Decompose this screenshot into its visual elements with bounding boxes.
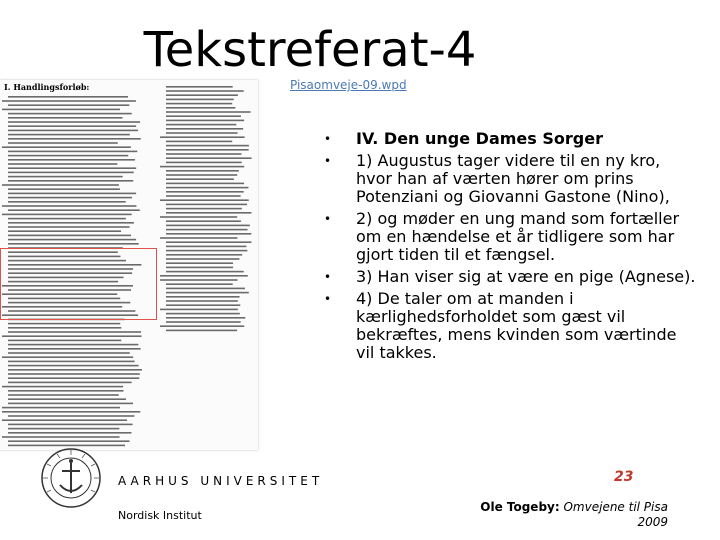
- bullet-item: [318, 290, 696, 362]
- bullet-text: 4) De taler om at manden i kærlighedsforholdet som gæst vil bekræftes, mens kvinden som værtinde vil takkes.: [356, 289, 677, 362]
- document-heading: I. Handlingsforløb:: [4, 82, 90, 92]
- bullet-text: IV. Den unge Dames Sorger: [356, 129, 603, 148]
- bullet-dot: •: [324, 154, 332, 168]
- bullet-item: [318, 130, 696, 148]
- bullet-text: 3) Han viser sig at være en pige (Agnese).: [356, 267, 696, 286]
- bullet-dot: •: [324, 132, 332, 146]
- bullet-dot: •: [324, 212, 332, 226]
- bullet-text: 2) og møder en ung mand som fortæller om en hændelse et år tidligere som har gjort tiden til et fængsel.: [356, 209, 680, 264]
- author-credit: [480, 500, 668, 530]
- document-link[interactable]: Pisaomveje-09.wpd: [290, 78, 407, 92]
- bullet-list: [318, 130, 696, 366]
- bullet-dot: •: [324, 270, 332, 284]
- bullet-item: [318, 268, 696, 286]
- bullet-item: [318, 210, 696, 264]
- work-title: Omvejene til Pisa: [563, 500, 668, 514]
- year: 2009: [637, 515, 668, 529]
- university-name: AARHUS UNIVERSITET: [118, 474, 324, 488]
- institute-name: Nordisk Institut: [118, 509, 202, 522]
- page-number: 23: [614, 469, 634, 485]
- slide-title: Tekstreferat-4: [143, 22, 477, 78]
- document-thumbnail: [0, 80, 258, 450]
- bullet-dot: •: [324, 292, 332, 306]
- university-seal-icon: [40, 447, 102, 509]
- highlight-box: [0, 248, 157, 320]
- author-name: Ole Togeby:: [480, 500, 560, 514]
- bullet-item: [318, 152, 696, 206]
- bullet-text: 1) Augustus tager videre til en ny kro, hvor han af værten hører om prins Potenziani og Giovanni Gastone (Nino),: [356, 151, 670, 206]
